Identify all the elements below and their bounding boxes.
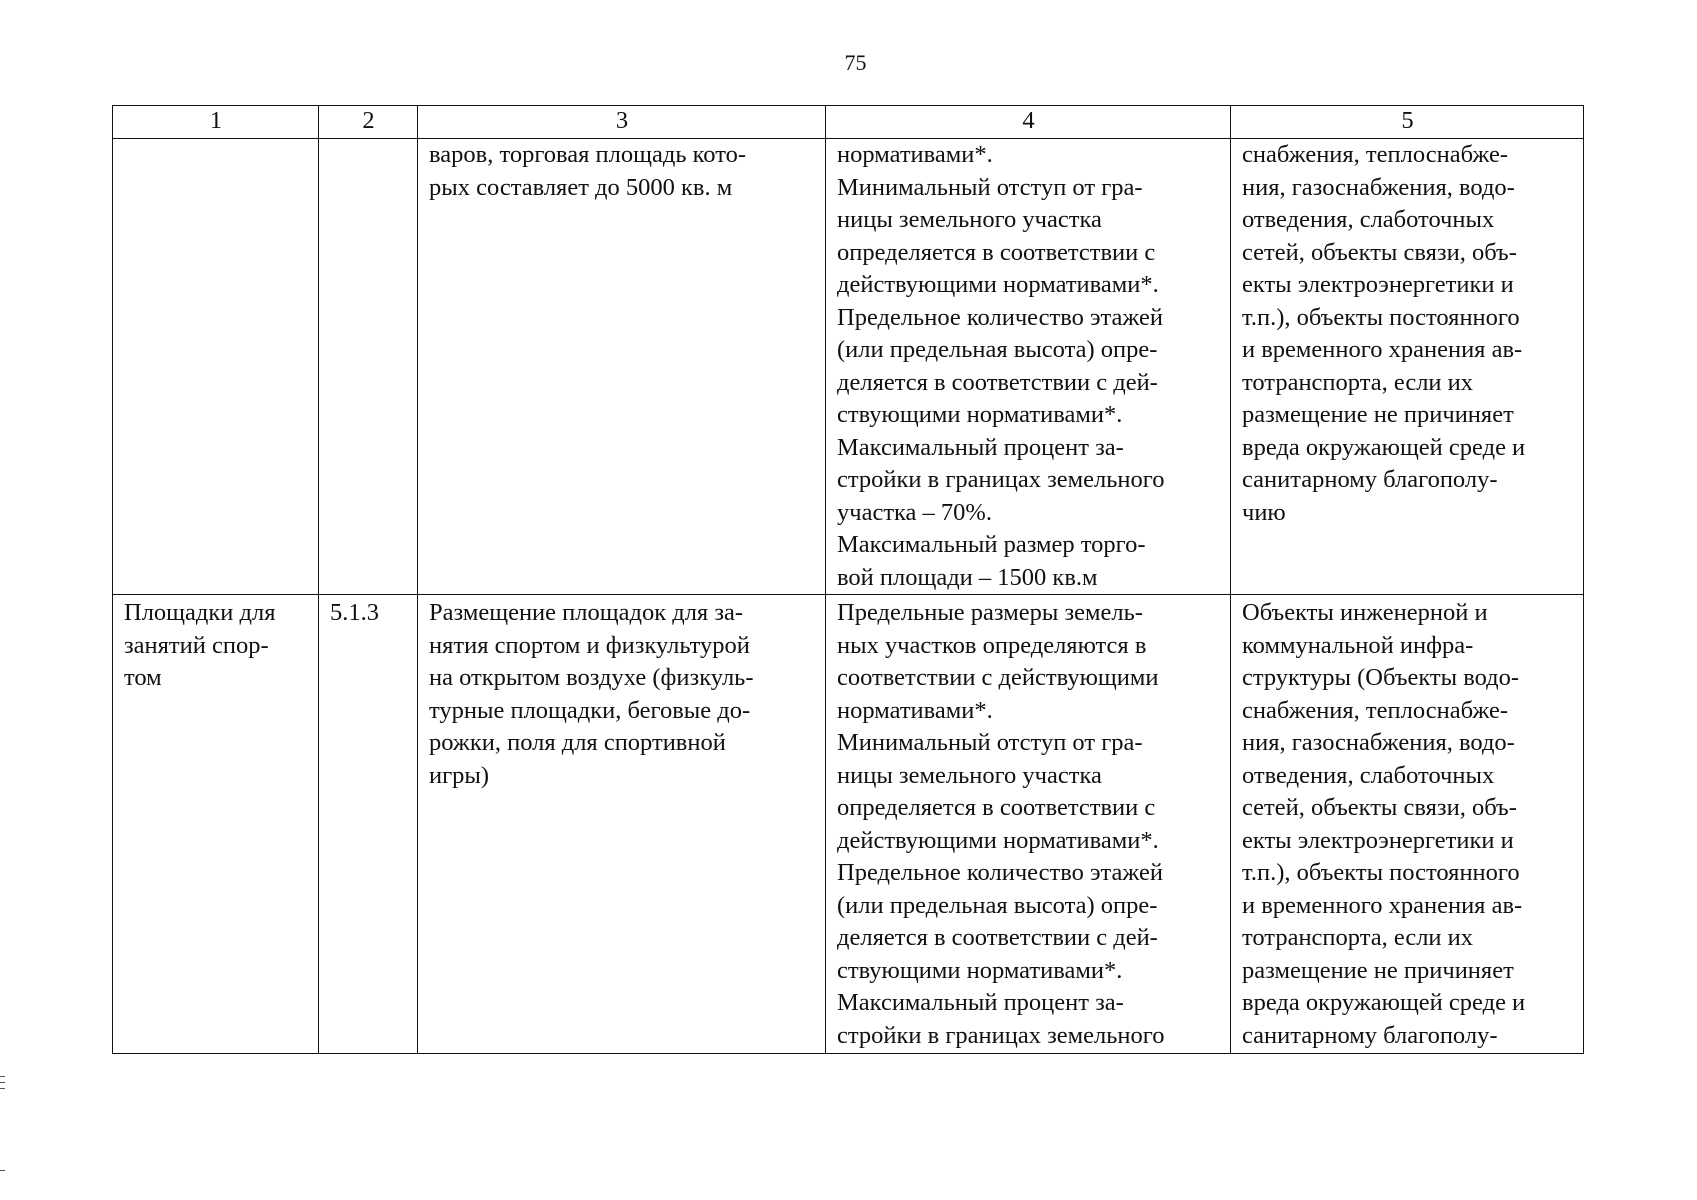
cell-land-use-name: [113, 595, 319, 1054]
cell-text-line: Объекты инженерной и: [1242, 599, 1488, 626]
cell-text-line: на открытом воздухе (физкуль-: [429, 664, 754, 691]
column-header-1: 1: [113, 106, 319, 139]
cell-text-line: ствующими нормативами*.: [837, 401, 1123, 428]
cell-text-line: екты электроэнергетики и: [1242, 826, 1514, 854]
cell-text-line: Максимальный процент за-: [837, 433, 1124, 461]
cell-text-line: структуры (Объекты водо-: [1242, 664, 1520, 691]
cell-auxiliary-uses: [1231, 139, 1584, 595]
cell-text-line: коммунальной инфра-: [1242, 631, 1474, 659]
cell-text-line: размещение не причиняет: [1242, 956, 1514, 984]
cell-text-line: ния, газоснабжения, водо-: [1242, 173, 1515, 201]
cell-text-line: (или предельная высота) опре-: [837, 336, 1158, 363]
cell-text-line: соответствии с действующими: [837, 664, 1159, 691]
zoning-regulations-table: [112, 105, 1584, 1054]
cell-text-line: Площадки для: [124, 599, 276, 626]
cell-text-line: сетей, объекты связи, объ-: [1242, 238, 1517, 266]
cell-land-use-description: [418, 595, 826, 1054]
table-header-row: [113, 106, 1584, 139]
cell-text-line: санитарному благополу-: [1242, 1021, 1498, 1049]
cell-text-line: Минимальный отступ от гра-: [837, 729, 1143, 756]
cell-text-line: варов, торговая площадь кото-: [429, 141, 746, 168]
cell-text-line: Предельное количество этажей: [837, 303, 1163, 331]
cell-text-line: т.п.), объекты постоянного: [1242, 303, 1520, 331]
cell-text-line: нятия спортом и физкультурой: [429, 631, 750, 659]
cell-text-line: Максимальный размер торго-: [837, 531, 1146, 558]
cell-text-line: ницы земельного участка: [837, 206, 1102, 233]
cell-land-use-name: [113, 139, 319, 595]
cell-text-line: размещение не причиняет: [1242, 401, 1514, 428]
cell-text-line: тотранспорта, если их: [1242, 924, 1474, 951]
cell-text-line: рожки, поля для спортивной: [429, 729, 726, 756]
cell-text-line: игры): [429, 761, 490, 789]
cell-text-line: и временного хранения ав-: [1242, 891, 1523, 919]
cell-text-line: тотранспорта, если их: [1242, 368, 1474, 396]
cell-text-line: нормативами*.: [837, 141, 993, 168]
cell-text-line: ния, газоснабжения, водо-: [1242, 729, 1515, 756]
cell-text-line: рых составляет до 5000 кв. м: [429, 173, 733, 201]
cell-text-line: снабжения, теплоснабже-: [1242, 141, 1509, 168]
cell-limit-parameters: [826, 139, 1231, 595]
cell-auxiliary-uses: [1231, 595, 1584, 1054]
cell-text-line: турные площадки, беговые до-: [429, 696, 751, 724]
cell-text-line: деляется в соответствии с дей-: [837, 368, 1158, 396]
table-row: [113, 595, 1584, 1054]
cell-text-line: т.п.), объекты постоянного: [1242, 859, 1520, 886]
cell-text-line: Размещение площадок для за-: [429, 599, 744, 626]
cell-text-line: чию: [1242, 498, 1286, 526]
cell-text-line: действующими нормативами*.: [837, 271, 1159, 298]
cell-land-use-code: [319, 139, 418, 595]
cell-text-line: участка – 70%.: [837, 498, 992, 526]
cell-text-line: Максимальный процент за-: [837, 989, 1124, 1016]
cell-text-line: стройки в границах земельного: [837, 466, 1165, 493]
column-header-5: 5: [1231, 106, 1584, 139]
cell-text-line: екты электроэнергетики и: [1242, 271, 1514, 298]
cell-limit-parameters: [826, 595, 1231, 1054]
column-header-4: 4: [826, 106, 1231, 139]
cell-text-line: ных участков определяются в: [837, 631, 1147, 659]
cell-text-line: вреда окружающей среде и: [1242, 433, 1526, 461]
cell-text-line: 5.1.3: [330, 599, 379, 626]
cell-text-line: отведения, слаботочных: [1242, 206, 1495, 233]
cell-text-line: снабжения, теплоснабже-: [1242, 696, 1509, 724]
cell-text-line: деляется в соответствии с дей-: [837, 924, 1158, 951]
cell-text-line: Минимальный отступ от гра-: [837, 173, 1143, 201]
table-row: [113, 139, 1584, 595]
cell-text-line: вой площади – 1500 кв.м: [837, 563, 1098, 591]
cell-text-line: и временного хранения ав-: [1242, 336, 1523, 363]
cell-text-line: отведения, слаботочных: [1242, 761, 1495, 789]
cell-text-line: том: [124, 664, 162, 691]
scan-edge-mark: [0, 1170, 5, 1171]
cell-text-line: действующими нормативами*.: [837, 826, 1159, 854]
scan-edge-mark: [0, 1082, 5, 1083]
cell-land-use-code: [319, 595, 418, 1054]
cell-text-line: нормативами*.: [837, 696, 993, 724]
cell-text-line: вреда окружающей среде и: [1242, 989, 1526, 1016]
cell-text-line: занятий спор-: [124, 631, 269, 659]
page-number: 75: [844, 50, 867, 75]
cell-text-line: определяется в соответствии с: [837, 238, 1156, 266]
scan-edge-mark: [0, 1088, 5, 1089]
cell-land-use-description: [418, 139, 826, 595]
cell-text-line: Предельные размеры земель-: [837, 599, 1143, 626]
cell-text-line: (или предельная высота) опре-: [837, 891, 1158, 919]
column-header-2: 2: [319, 106, 418, 139]
cell-text-line: стройки в границах земельного: [837, 1021, 1165, 1049]
column-header-3: 3: [418, 106, 826, 139]
cell-text-line: ницы земельного участка: [837, 761, 1102, 789]
cell-text-line: определяется в соответствии с: [837, 794, 1156, 821]
cell-text-line: Предельное количество этажей: [837, 859, 1163, 886]
cell-text-line: санитарному благополу-: [1242, 466, 1498, 493]
scan-edge-mark: [0, 1076, 5, 1077]
cell-text-line: ствующими нормативами*.: [837, 956, 1123, 984]
cell-text-line: сетей, объекты связи, объ-: [1242, 794, 1517, 821]
